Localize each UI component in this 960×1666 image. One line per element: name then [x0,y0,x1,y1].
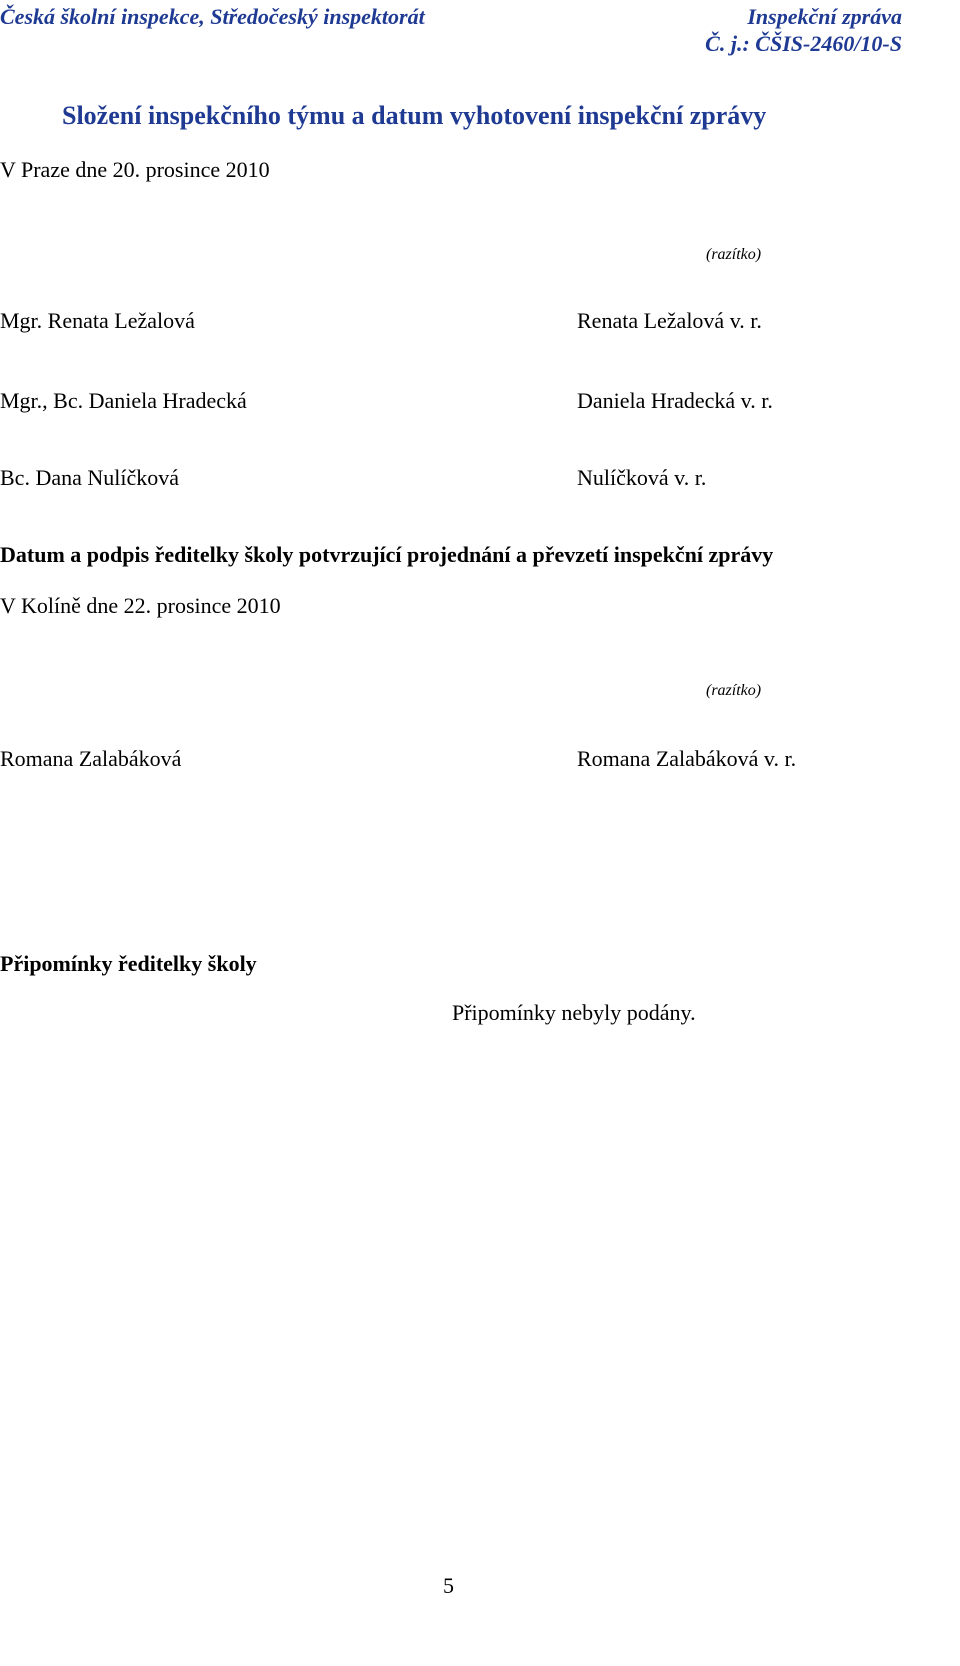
director-signature: Romana Zalabáková v. r. [577,746,797,771]
team-member-signature: Renata Ležalová v. r. [577,308,762,333]
director-place-date: V Kolíně dne 22. prosince 2010 [0,593,281,618]
team-member-signature: Daniela Hradecká v. r. [577,388,773,413]
header-org: Česká školní inspekce, Středočeský inspektorát [0,4,425,29]
comments-text: Připomínky nebyly podány. [452,1000,696,1025]
team-member-name: Bc. Dana Nulíčková [0,465,179,490]
page-number: 5 [443,1573,454,1598]
header-doc-type: Inspekční zpráva [747,4,902,29]
team-section-title: Složení inspekčního týmu a datum vyhotovení inspekční zprávy [62,101,767,130]
team-member-signature: Nulíčková v. r. [577,465,707,490]
team-member-name: Mgr. Renata Ležalová [0,308,195,333]
director-name: Romana Zalabáková [0,746,182,771]
team-place-date: V Praze dne 20. prosince 2010 [0,157,270,182]
director-section-title: Datum a podpis ředitelky školy potvrzující projednání a převzetí inspekční zprávy [0,542,774,567]
director-stamp-label: (razítko) [706,682,762,699]
comments-section-title: Připomínky ředitelky školy [0,951,257,976]
team-member-name: Mgr., Bc. Daniela Hradecká [0,388,247,413]
team-stamp-label: (razítko) [706,246,762,263]
header-ref-number: Č. j.: ČŠIS-2460/10-S [705,31,902,56]
